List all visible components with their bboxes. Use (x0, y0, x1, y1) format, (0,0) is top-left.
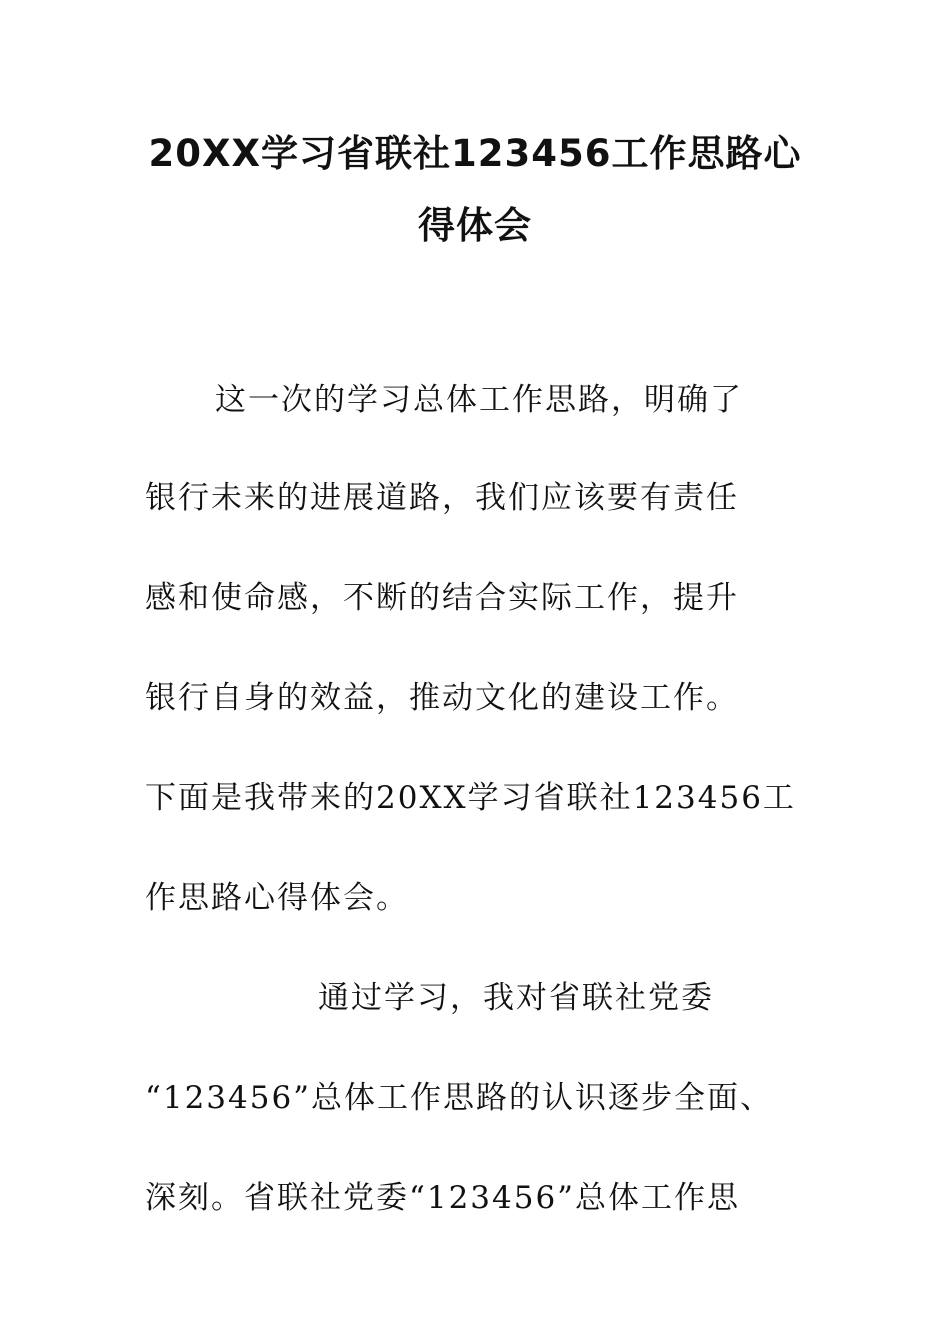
paragraph-1-line-6: 作思路心得体会。 (145, 880, 409, 916)
paragraph-1-line-3: 感和使命感，不断的结合实际工作，提升 (145, 580, 739, 616)
paragraph-2-line-2: “123456”总体工作思路的认识逐步全面、 (145, 1080, 774, 1116)
document-title-line-2: 得体会 (418, 204, 532, 247)
document-title-line-1: 20XX学习省联社123456工作思路心 (148, 132, 802, 175)
paragraph-1-line-5: 下面是我带来的20XX学习省联社123456工 (145, 780, 796, 816)
paragraph-1-line-1: 这一次的学习总体工作思路，明确了 (215, 382, 743, 418)
paragraph-2-line-3: 深刻。省联社党委“123456”总体工作思 (145, 1180, 741, 1216)
paragraph-1-line-4: 银行自身的效益，推动文化的建设工作。 (145, 680, 739, 716)
paragraph-1-line-2: 银行未来的进展道路，我们应该要有责任 (145, 480, 739, 516)
paragraph-2-line-1: 通过学习，我对省联社党委 (318, 980, 714, 1016)
